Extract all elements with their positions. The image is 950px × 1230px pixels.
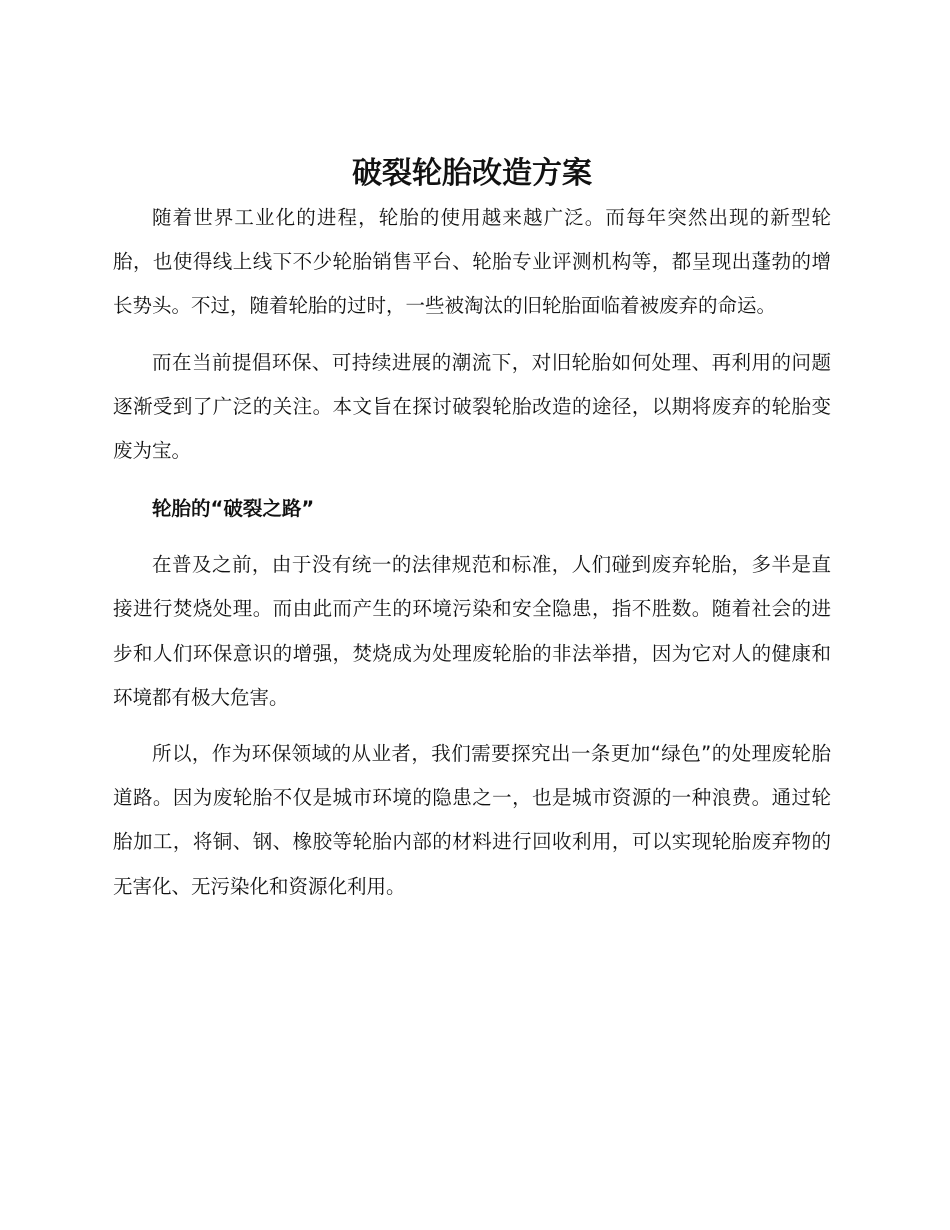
section-paragraph-2: 所以，作为环保领域的从业者，我们需要探究出一条更加“绿色”的处理废轮胎道路。因为废轮胎不仅是城市环境的隐患之一，也是城市资源的一种浪费。通过轮胎加工，将铜、钢、橡胶等轮胎内部的材料进行回收利用，可以实现轮胎废弃物的无害化、无污染化和资源化利用。	[113, 742, 831, 898]
intro-paragraph-2: 而在当前提倡环保、可持续进展的潮流下，对旧轮胎如何处理、再利用的问题逐渐受到了广泛的关注。本文旨在探讨破裂轮胎改造的途径，以期将废弃的轮胎变废为宝。	[113, 350, 831, 463]
document-page	[113, 152, 831, 909]
section-heading: 轮胎的“破裂之路”	[152, 497, 315, 521]
document-title: 破裂轮胎改造方案	[352, 156, 592, 191]
intro-paragraph-1: 随着世界工业化的进程，轮胎的使用越来越广泛。而每年突然出现的新型轮胎，也使得线上线下不少轮胎销售平台、轮胎专业评测机构等，都呈现出蓬勃的增长势头。不过，随着轮胎的过时，一些被淘汰的旧轮胎面临着被废弃的命运。	[113, 206, 831, 318]
section-paragraph-1: 在普及之前，由于没有统一的法律规范和标准，人们碰到废弃轮胎，多半是直接进行焚烧处理。而由此而产生的环境污染和安全隐患，指不胜数。随着社会的进步和人们环保意识的增强，焚烧成为处理废轮胎的非法举措，因为它对人的健康和环境都有极大危害。	[113, 553, 831, 709]
